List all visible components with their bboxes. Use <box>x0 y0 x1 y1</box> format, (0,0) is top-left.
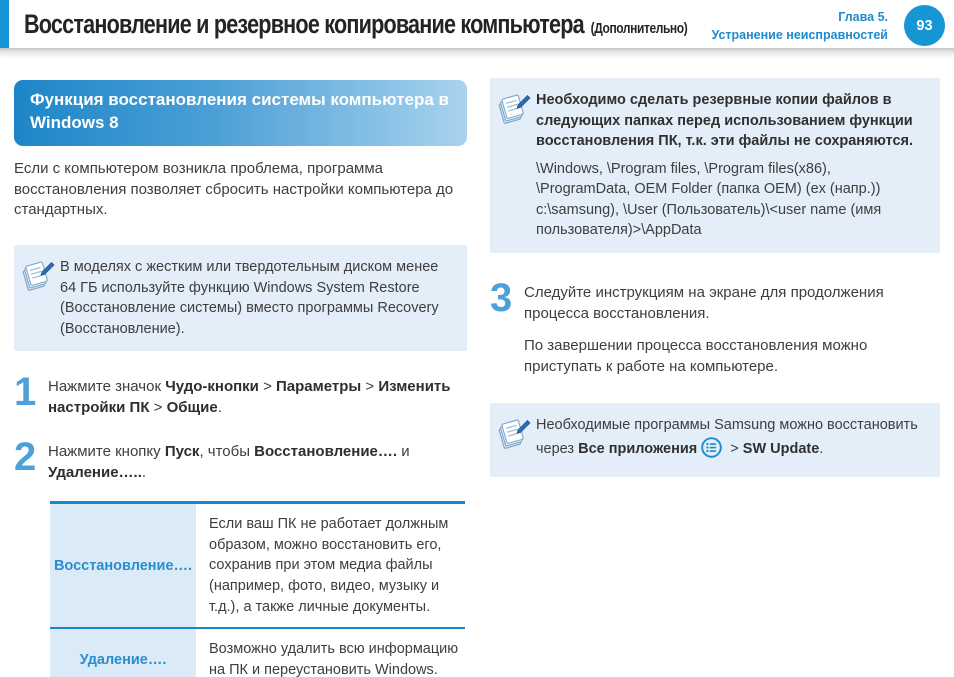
step-3-text <box>524 279 940 377</box>
step-1 <box>14 370 467 418</box>
table-row <box>50 504 465 627</box>
note-text: В моделях с жестким или твердотельным диском менее 64 ГБ используйте функцию Windows System Restore (Восстановление системы) вместо программы Recovery (Восстановление). <box>60 258 439 337</box>
right-column <box>490 78 940 477</box>
memo-pen-icon <box>498 90 536 129</box>
left-column <box>14 80 467 677</box>
page-title-suffix: (Дополнительно) <box>590 20 688 37</box>
table-row-description: Если ваш ПК не работает должным образом, можно восстановить его, сохранив при этом медиа файлы (например, фото, видео, музыку и т.д.), а также личные документы. <box>196 504 465 627</box>
step-1-text: Нажмите значок Чудо-кнопки > Параметры > Изменить настройки ПК > Общие. <box>48 378 451 417</box>
note-box-backup-folders <box>490 78 940 253</box>
recovery-options-table <box>50 501 465 677</box>
header-accent-bar <box>0 0 9 48</box>
table-row <box>50 627 465 677</box>
note-box-sw-update <box>490 403 940 477</box>
note-box-disk-size <box>14 245 467 351</box>
note-text <box>536 415 928 465</box>
page-title <box>24 9 687 40</box>
step-3 <box>490 276 940 377</box>
step-3-number: 3 <box>490 276 513 321</box>
intro-paragraph: Если с компьютером возникла проблема, программа восстановления позволяет сбросить настройки компьютера до стандартных. <box>14 159 454 219</box>
note-folder-list: \Windows, \Program files, \Program files(x86), \ProgramData, OEM Folder (папка OEM) (ex (напр.)) c:\samsung), \User (Пользователь)\<user name (имя пользователя)>\AppData <box>536 160 882 239</box>
memo-pen-icon <box>22 257 60 296</box>
step-2-text: Нажмите кнопку Пуск, чтобы Восстановление…. и Удаление…... <box>48 443 410 482</box>
table-row-label: Удаление…. <box>50 629 196 677</box>
step-1-number: 1 <box>14 370 37 415</box>
chapter-label <box>711 8 888 44</box>
header-shadow <box>0 48 954 59</box>
all-apps-icon <box>700 436 723 466</box>
note-text <box>536 90 928 241</box>
page-number-badge: 93 <box>904 5 945 46</box>
chapter-number: Глава 5. <box>838 10 888 24</box>
table-row-description: Возможно удалить всю информацию на ПК и переустановить Windows. <box>196 629 465 677</box>
page-title-main: Восстановление и резервное копирование компьютера <box>24 9 584 39</box>
chapter-title: Устранение неисправностей <box>711 28 888 43</box>
step-2 <box>14 435 467 483</box>
memo-pen-icon <box>498 415 536 454</box>
table-row-label: Восстановление…. <box>50 504 196 627</box>
step-2-number: 2 <box>14 435 37 480</box>
page-header <box>0 0 954 48</box>
section-heading: Функция восстановления системы компьютера в Windows 8 <box>14 80 467 146</box>
note-bold-text: Необходимо сделать резервные копии файлов в следующих папках перед использованием функции восстановления ПК, т.к. эти файлы не сохраняются. <box>536 92 914 150</box>
step-3-paragraph-1: Следуйте инструкциям на экране для продолжения процесса восстановления. <box>524 284 884 323</box>
step-3-paragraph-2: По завершении процесса восстановления можно приступать к работе на компьютере. <box>524 337 868 376</box>
note-sw-update-before: Необходимые программы Samsung можно восстановить через Все приложения <box>536 417 918 457</box>
note-sw-update-after: > SW Update. <box>726 440 824 457</box>
